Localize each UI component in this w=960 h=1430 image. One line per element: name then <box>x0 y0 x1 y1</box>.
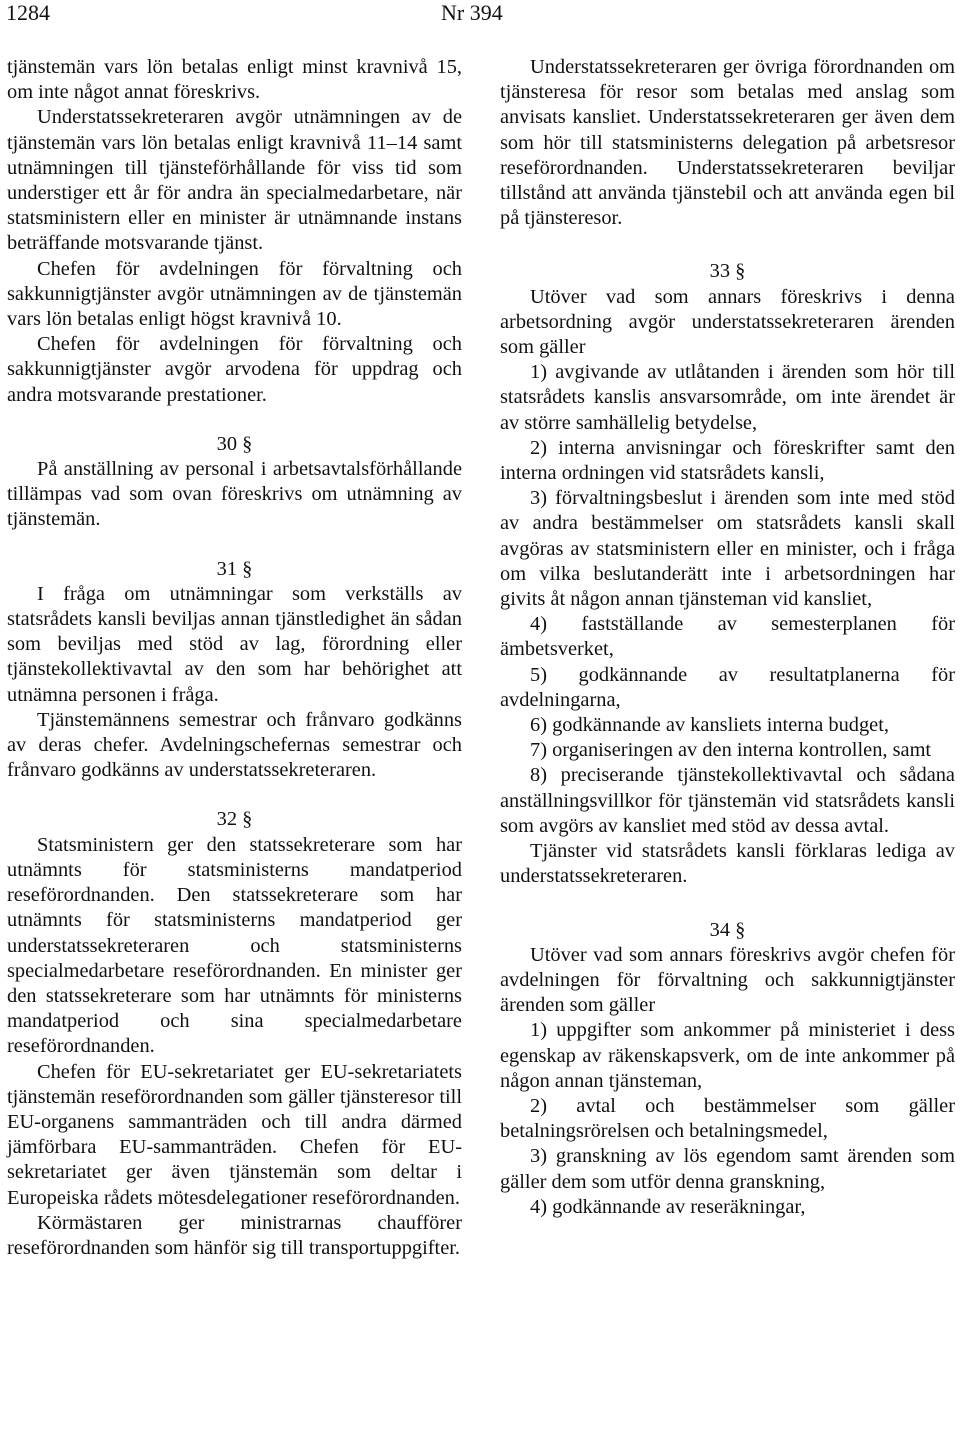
paragraph: Körmästaren ger ministrarnas chaufförer reseförordnanden som hänför sig till transportuppgifter. <box>7 1211 462 1259</box>
paragraph: Tjänstemännens semestrar och frånvaro godkänns av deras chefer. Avdelningschefernas semestrar och frånvaro godkänns av understatssekreteraren. <box>7 708 462 782</box>
paragraph: Utöver vad som annars föreskrivs i denna arbetsordning avgör understatssekreteraren ärenden som gäller <box>500 285 955 359</box>
section-heading-31: 31 § <box>216 557 253 580</box>
section-heading-34: 34 § <box>709 918 746 941</box>
issue-number: Nr 394 <box>441 0 503 25</box>
page-header <box>0 0 960 34</box>
list-item: 7) organiseringen av den interna kontrollen, samt <box>530 739 932 762</box>
paragraph: Tjänster vid statsrådets kansli förklaras lediga av understatssekreteraren. <box>500 840 955 888</box>
left-column <box>7 55 462 1261</box>
section-heading-32: 32 § <box>216 808 253 831</box>
paragraph: Statsministern ger den statssekreterare som har utnämnts för statsministerns mandatperiod reseförordnanden. Den statssekreterare som har utnämnts för statsministerns mandatperiod ger understatssekreteraren och statsministerns specialmedarbetare reseförordnanden. En minister ger den statssekreterare som har utnämnts för ministerns mandatperiod och sina specialmedarbetare reseförordnanden. <box>7 833 462 1058</box>
list-item: 6) godkännande av kansliets interna budget, <box>530 714 889 737</box>
paragraph: Understatssekreteraren avgör utnämningen av de tjänstemän vars lön betalas enligt kravnivå 11–14 samt utnämningen till tjänsteförhållande för viss tid som understiger ett år för andra än specialmedarbetare, när statsministern eller en minister är utnämnande instans beträffande motsvarande tjänst. <box>7 106 462 255</box>
list-item: 4) fastställande av semesterplanen för ämbetsverket, <box>500 613 955 661</box>
list-item: 3) granskning av lös egendom samt ärenden som gäller dem som utför denna granskning, <box>500 1145 955 1193</box>
paragraph: I fråga om utnämningar som verkställs av statsrådets kansli beviljas annan tjänstledighet än sådan som beviljas med stöd av lag, förordning eller tjänstekollektivavtal av den som har behörighet att utnämna personen i fråga. <box>7 582 462 706</box>
list-item: 2) avtal och bestämmelser som gäller betalningsrörelsen och betalningsmedel, <box>500 1094 955 1143</box>
list-item: 5) godkännande av resultatplanerna för avdelningarna, <box>500 663 955 711</box>
paragraph: På anställning av personal i arbetsavtalsförhållande tillämpas vad som ovan föreskrivs om utnämning av tjänstemän. <box>7 458 462 531</box>
section-heading-33: 33 § <box>709 260 746 283</box>
paragraph: Utöver vad som annars föreskrivs avgör chefen för avdelningen för förvaltning och sakkunnigtjänster ärenden som gäller <box>500 943 955 1017</box>
paragraph: tjänstemän vars lön betalas enligt minst kravnivå 15, om inte något annat föreskrivs. <box>7 56 462 104</box>
list-item: 1) avgivande av utlåtanden i ärenden som hör till statsrådets kanslis ansvarsområde, om inte ärendet är av större samhällelig betydelse, <box>500 361 955 434</box>
section-heading-30: 30 § <box>216 432 253 455</box>
list-item: 8) preciserande tjänstekollektivavtal och sådana anställningsvillkor för tjänstemän vid statsrådets kansli som avgörs av kansliet med stöd av dessa avtal. <box>500 764 955 837</box>
list-item: 4) godkännande av reseräkningar, <box>530 1195 806 1218</box>
list-item: 1) uppgifter som ankommer på ministeriet i dess egenskap av räkenskapsverk, om de inte ankommer på någon annan tjänsteman, <box>500 1019 955 1092</box>
list-item: 3) förvaltningsbeslut i ärenden som inte med stöd av andra bestämmelser om statsrådets kansli skall avgöras av statsministern eller en minister, och i fråga om vilka beslutanderätt inte i arbetsordningen har givits åt någon annan tjänsteman vid kansliet, <box>500 487 955 611</box>
right-column <box>500 55 955 1220</box>
list-item: 2) interna anvisningar och föreskrifter samt den interna ordningen vid statsrådets kansli, <box>500 436 955 485</box>
paragraph: Chefen för avdelningen för förvaltning och sakkunnigtjänster avgör arvodena för uppdrag och andra motsvarande prestationer. <box>7 333 462 406</box>
paragraph: Chefen för avdelningen för förvaltning och sakkunnigtjänster avgör utnämningen av de tjänstemän vars lön betalas enligt högst kravnivå 10. <box>7 257 462 331</box>
page-number: 1284 <box>6 0 50 25</box>
paragraph: Understatssekreteraren ger övriga förordnanden om tjänsteresa för resor som betalas med anslag som anvisats kansliet. Understatssekreteraren ger även dem som hör till statsministerns delegation på arbetsresor reseförordnanden. Understatssekreteraren beviljar tillstånd att använda tjänstebil och att använda egen bil på tjänsteresor. <box>500 56 955 230</box>
paragraph: Chefen för EU-sekretariatet ger EU-sekretariatets tjänstemän reseförordnanden som gäller tjänsteresor till EU-organens sammanträden och till andra därmed jämförbara EU-sammanträden. Chefen för EU-sekretariatet ger även tjänstemän som deltar i Europeiska rådets mötesdelegationer reseförordnanden. <box>7 1060 462 1209</box>
